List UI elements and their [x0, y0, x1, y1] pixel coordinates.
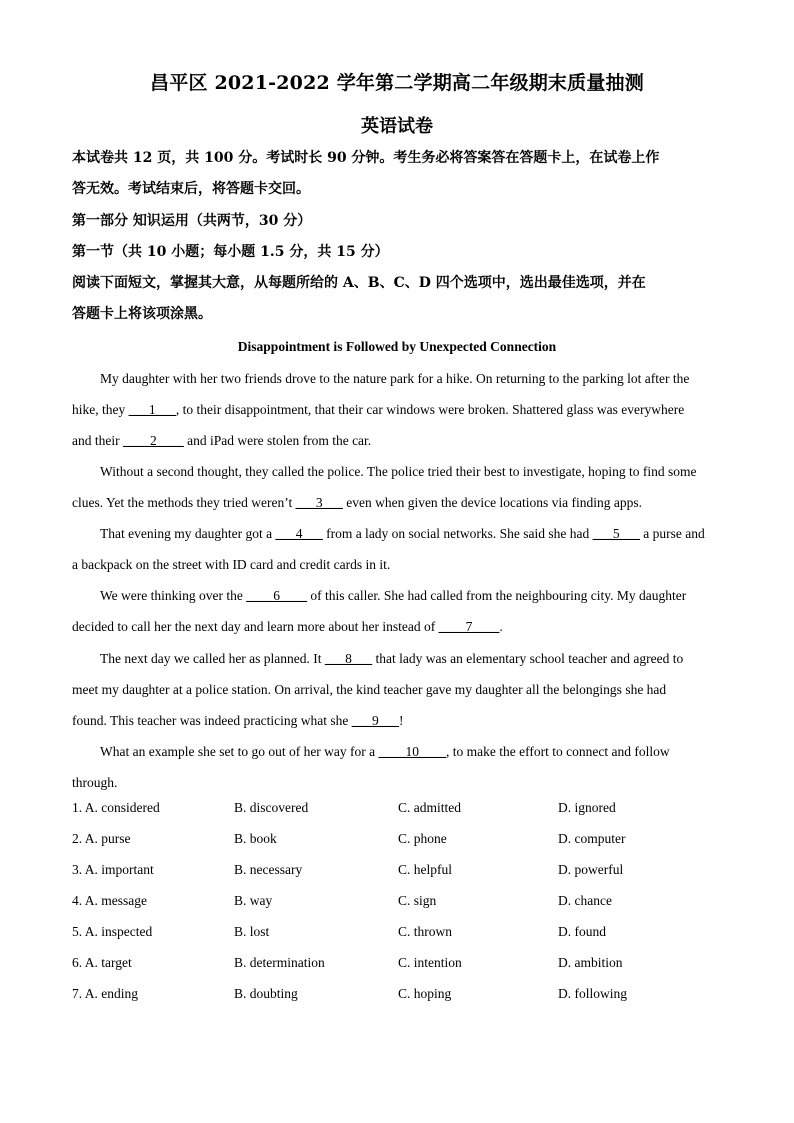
option-c: C. thrown [398, 924, 452, 939]
blank-2: ____2____ [122, 433, 184, 448]
text-segment: and their [72, 433, 123, 448]
text-line [72, 643, 722, 674]
paragraph-4 [72, 580, 722, 642]
question-6-options [72, 955, 722, 986]
text-line [72, 487, 722, 518]
option-c: C. helpful [398, 862, 452, 877]
text-segment: found. This teacher was indeed practicing what she [72, 713, 352, 728]
option-a: 5. A. inspected [72, 924, 153, 939]
exam-subtitle: 英语试卷 [361, 116, 433, 137]
blank-5: ___5___ [592, 526, 640, 541]
option-c: C. intention [398, 955, 462, 970]
option-c: C. hoping [398, 986, 452, 1001]
blank-3: ___3___ [295, 495, 343, 510]
text-segment: and iPad were stolen from the car. [183, 433, 372, 448]
option-a: 2. A. purse [72, 831, 131, 846]
blank-8: ___8___ [324, 651, 373, 666]
text-line [72, 705, 722, 736]
question-3-options [72, 862, 722, 893]
exam-title: 昌平区 2021-2022 学年第二学期高二年级期末质量抽测 [150, 72, 644, 94]
text-segment: that lady was an elementary school teacher and agreed to [372, 651, 684, 666]
paragraph-3 [72, 518, 722, 580]
option-c: C. phone [398, 831, 447, 846]
option-b: B. discovered [234, 800, 309, 815]
question-5-options [72, 924, 722, 955]
option-a: 7. A. ending [72, 986, 138, 1001]
option-d: D. found [558, 924, 606, 939]
text-line: a backpack on the street with ID card and credit cards in it. [72, 557, 391, 572]
text-line [72, 736, 722, 767]
direction-line-1: 阅读下面短文，掌握其大意，从每题所给的 A、B、C、D 四个选项中，选出最佳选项，并在 [72, 275, 646, 291]
option-b: B. lost [234, 924, 270, 939]
text-segment: clues. Yet the methods they tried weren’t [72, 495, 296, 510]
option-b: B. way [234, 893, 273, 908]
instruction-line-2: 答无效。考试结束后，将答题卡交回。 [72, 181, 310, 197]
option-d: D. following [558, 986, 627, 1001]
option-d: D. powerful [558, 862, 624, 877]
part-heading: 第一部分 知识运用（共两节，30 分） [72, 213, 312, 229]
instruction-line-1: 本试卷共 12 页，共 100 分。考试时长 90 分钟。考生务必将答案答在答题卡上，在试卷上作 [72, 150, 660, 166]
blank-9: ___9___ [351, 713, 400, 728]
blank-1: ___1___ [128, 402, 176, 417]
text-line [72, 518, 722, 549]
text-segment: We were thinking over the [100, 588, 247, 603]
blank-10: ____10____ [378, 744, 447, 759]
paragraph-1 [72, 363, 722, 456]
option-a: 1. A. considered [72, 800, 160, 815]
text-segment: hike, they [72, 402, 129, 417]
text-segment: , to make the effort to connect and follow [446, 744, 670, 759]
option-b: B. necessary [234, 862, 303, 877]
text-line [72, 425, 722, 456]
text-line: My daughter with her two friends drove to the nature park for a hike. On returning to the parking lot after the [100, 371, 690, 386]
option-c: C. admitted [398, 800, 461, 815]
option-b: B. book [234, 831, 277, 846]
option-c: C. sign [398, 893, 437, 908]
text-segment: decided to call her the next day and learn more about her instead of [72, 619, 439, 634]
option-a: 6. A. target [72, 955, 132, 970]
question-1-options [72, 800, 722, 831]
text-segment: What an example she set to go out of her way for a [100, 744, 379, 759]
question-2-options [72, 831, 722, 862]
passage-title: Disappointment is Followed by Unexpected Connection [237, 339, 557, 354]
blank-7: ____7____ [438, 619, 500, 634]
option-b: B. doubting [234, 986, 298, 1001]
blank-4: ___4___ [275, 526, 323, 541]
text-line: through. [72, 775, 118, 790]
text-segment: The next day we called her as planned. It [100, 651, 325, 666]
option-a: 3. A. important [72, 862, 154, 877]
text-line [72, 611, 722, 642]
question-4-options [72, 893, 722, 924]
paragraph-6 [72, 736, 722, 798]
text-segment: ! [399, 713, 404, 728]
text-line [72, 580, 722, 611]
text-segment: from a lady on social networks. She said she had [322, 526, 593, 541]
text-segment: of this caller. She had called from the neighbouring city. My daughter [307, 588, 687, 603]
text-segment: That evening my daughter got a [100, 526, 276, 541]
text-segment: a purse and [639, 526, 705, 541]
option-d: D. computer [558, 831, 626, 846]
text-segment: even when given the device locations via finding apps. [342, 495, 643, 510]
option-d: D. ambition [558, 955, 623, 970]
options-list [72, 800, 722, 1017]
option-a: 4. A. message [72, 893, 147, 908]
text-line: Without a second thought, they called the police. The police tried their best to investigate, hoping to find some [100, 464, 697, 479]
paragraph-5 [72, 643, 722, 736]
section-heading: 第一节（共 10 小题；每小题 1.5 分，共 15 分） [72, 244, 389, 260]
text-line: meet my daughter at a police station. On arrival, the kind teacher gave my daughter all the belongings she had [72, 682, 667, 697]
text-segment: . [499, 619, 503, 634]
option-d: D. chance [558, 893, 612, 908]
blank-6: ____6____ [246, 588, 307, 603]
question-7-options [72, 986, 722, 1017]
option-d: D. ignored [558, 800, 616, 815]
text-segment: , to their disappointment, that their car windows were broken. Shattered glass was everywhere [175, 402, 685, 417]
direction-line-2: 答题卡上将该项涂黑。 [72, 306, 212, 322]
text-line [72, 394, 722, 425]
option-b: B. determination [234, 955, 325, 970]
paragraph-2 [72, 456, 722, 518]
